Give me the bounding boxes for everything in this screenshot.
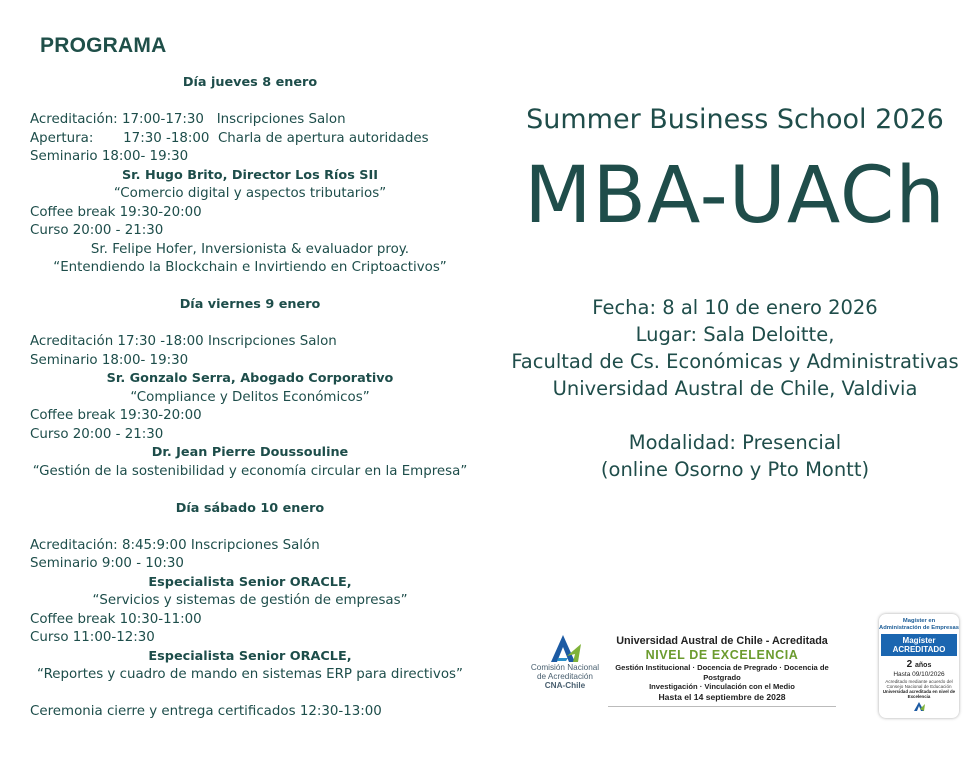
event-online: (online Osorno y Pto Montt) <box>600 458 870 481</box>
cna-mini-logo-icon <box>912 701 926 711</box>
schedule-line: Apertura: 17:30 -18:00 Charla de apertura autoridades <box>30 130 429 146</box>
cna-line: CNA-Chile <box>544 681 586 690</box>
schedule-line: Coffee break 19:30-20:00 <box>30 408 202 423</box>
badge-line: Magíster <box>902 636 936 645</box>
accreditation-block <box>608 635 836 707</box>
cna-line: de Acreditación <box>537 672 593 681</box>
speaker-name: Especialista Senior ORACLE, <box>148 574 352 590</box>
schedule-line: Curso 20:00 - 21:30 <box>30 223 164 238</box>
event-faculty: Facultad de Cs. Económicas y Administrativas <box>511 350 959 373</box>
speaker-name: Sr. Gonzalo Serra, Abogado Corporativo <box>106 371 394 386</box>
event-university: Universidad Austral de Chile, Valdivia <box>552 377 918 400</box>
schedule-line: Coffee break 10:30-11:00 <box>30 611 202 627</box>
schedule-line: Acreditación: 17:00-17:30 Inscripciones Salon <box>30 112 346 127</box>
event-place: Lugar: Sala Deloitte, <box>635 323 835 346</box>
schedule-line: Curso 11:00-12:30 <box>30 630 155 645</box>
day-title: Día jueves 8 enero <box>182 75 318 90</box>
event-title: MBA-UACh <box>524 151 946 241</box>
badge-line: Acreditado mediante acuerdo del <box>885 679 953 684</box>
talk-title: “Reportes y cuadro de mando en sistemas ERP para directivos” <box>37 667 463 682</box>
speaker-name: Sr. Felipe Hofer, Inversionista & evaluador proy. <box>90 241 410 257</box>
badge-years-word: años <box>915 662 932 669</box>
badge-until: Hasta 09/10/2026 <box>893 671 945 678</box>
badge-years-number: 2 <box>906 659 913 670</box>
badge-line: Consejo Nacional de Educación <box>886 684 952 690</box>
speaker-name: Sr. Hugo Brito, Director Los Ríos SII <box>121 167 379 183</box>
accreditation-badge <box>879 614 959 718</box>
schedule-line: Seminario 9:00 - 10:30 <box>30 556 184 571</box>
event-modality: Modalidad: Presencial <box>628 431 842 454</box>
speaker-name: Especialista Senior ORACLE, <box>148 648 352 664</box>
badge-line: ACREDITADO <box>892 645 946 654</box>
event-date: Fecha: 8 al 10 de enero 2026 <box>592 296 878 319</box>
schedule-line: Coffee break 19:30-20:00 <box>30 204 202 220</box>
accreditation-level: NIVEL DE EXCELENCIA <box>645 648 799 662</box>
accreditation-title: Universidad Austral de Chile - Acreditada <box>616 635 828 647</box>
badge-years <box>879 659 959 671</box>
badge-excellence-note: Universidad acreditada en nivel de Excelencia <box>882 689 956 700</box>
speaker-name: Dr. Jean Pierre Doussouline <box>151 445 349 460</box>
badge-program <box>879 618 959 631</box>
talk-title: “Comercio digital y aspectos tributarios” <box>113 186 387 201</box>
badge-line: Administración de Empresas <box>879 624 959 631</box>
schedule-line: Acreditación 17:30 -18:00 Inscripciones Salon <box>30 334 337 349</box>
cna-name <box>522 663 608 690</box>
schedule-line: Seminario 18:00- 19:30 <box>30 149 189 164</box>
accreditation-areas: Gestión Institucional · Docencia de Pregrado · Docencia de Postgrado <box>615 663 829 682</box>
badge-status <box>881 634 957 656</box>
accreditation-areas: Investigación · Vinculación con el Medio <box>649 682 795 691</box>
cna-line: Comisión Nacional <box>530 663 600 672</box>
talk-title: “Compliance y Delitos Económicos” <box>130 389 370 405</box>
divider <box>608 706 836 707</box>
closing-ceremony: Ceremonia cierre y entrega certificados 12:30-13:00 <box>30 704 382 719</box>
event-info <box>500 294 970 483</box>
program-schedule <box>30 74 470 722</box>
badge-note <box>879 679 959 689</box>
event-subtitle: Summer Business School 2026 <box>526 104 944 135</box>
schedule-line: Curso 20:00 - 21:30 <box>30 426 164 442</box>
schedule-line: Seminario 18:00- 19:30 <box>30 352 189 368</box>
talk-title: “Entendiendo la Blockchain e Invirtiendo en Criptoactivos” <box>53 260 447 275</box>
talk-title: “Servicios y sistemas de gestión de empresas” <box>92 593 408 608</box>
schedule-line: Acreditación: 8:45:9:00 Inscripciones Salón <box>30 537 320 553</box>
accreditation-until: Hasta el 14 septiembre de 2028 <box>658 691 786 702</box>
talk-title: “Gestión de la sostenibilidad y economía circular en la Empresa” <box>32 463 468 479</box>
program-heading: PROGRAMA <box>40 34 167 57</box>
day-title: Día sábado 10 enero <box>175 500 325 516</box>
badge-line: Magíster en <box>902 618 936 624</box>
day-title: Día viernes 9 enero <box>179 297 321 312</box>
